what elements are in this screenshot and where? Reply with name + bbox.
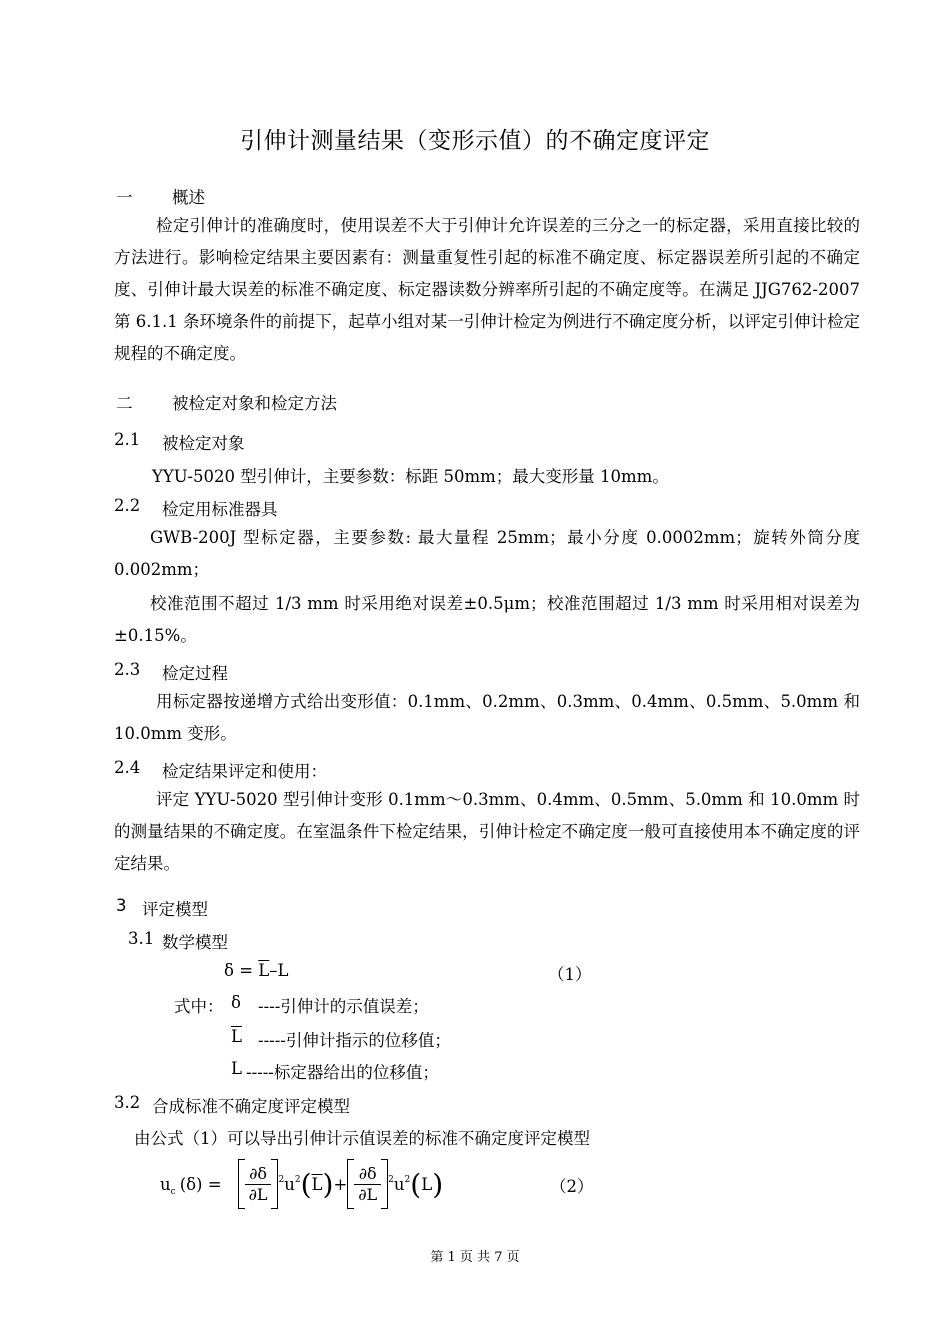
- symbol-L: L: [231, 1059, 242, 1078]
- definition-delta: ----引伸计的示值误差；: [258, 997, 429, 1016]
- section-2-4-heading: 检定结果评定和使用：: [162, 762, 327, 781]
- definition-L: -----标定器给出的位移值；: [246, 1063, 439, 1082]
- eq1-minus: –: [269, 961, 278, 980]
- eq2-u: u: [160, 1174, 171, 1194]
- section-3-number: 3: [116, 896, 127, 915]
- section-3-2-paragraph: 由公式（1）可以导出引伸计示值误差的标准不确定度评定模型: [134, 1129, 590, 1148]
- eq2-plus: +: [333, 1174, 348, 1194]
- section-2-2-paragraph-1: GWB-200J 型标定器，主要参数: 最大量程 25mm；最小分度 0.0002mm；旋转外筒分度 0.002mm；: [114, 528, 860, 579]
- section-3-2-number: 3.2: [114, 1093, 141, 1112]
- eq2-right-bracket-2: [381, 1159, 388, 1209]
- section-2-3-heading: 检定过程: [162, 664, 228, 683]
- eq2-arg: (δ) =: [179, 1174, 222, 1194]
- eq2-sub-c: c: [170, 1187, 176, 1197]
- equation-2: u $_c$ (δ) = $\frac{\partial\delta}{\partial L}$ $^2$ u $^2$ ( $\overline{L}$ ) + $\frac{\partial\delta}{\partial L}$ $^2$ u $^2$ ( L ): [160, 1157, 443, 1211]
- eq2-numerator-1: ∂δ: [245, 1164, 272, 1185]
- section-1-number: 一: [116, 188, 133, 207]
- eq2-u-power-2: 2: [404, 1175, 411, 1185]
- eq2-right-bracket-1: [271, 1159, 278, 1209]
- eq1-delta: δ: [224, 961, 234, 980]
- section-2-3-number: 2.3: [114, 660, 141, 679]
- section-2-2-heading: 检定用标准器具: [162, 500, 278, 519]
- section-3-heading: 评定模型: [142, 900, 208, 919]
- section-2-4-number: 2.4: [114, 758, 141, 777]
- eq2-u-power-1: 2: [294, 1175, 301, 1185]
- section-2-2-paragraph-2: 校准范围不超过 1/3 mm 时采用绝对误差±0.5μm；校准范围超过 1/3 mm 时采用相对误差为±0.15%。: [114, 594, 860, 645]
- eq2-L: L: [421, 1174, 433, 1194]
- symbol-L-bar: $\overline{L}$: [231, 1027, 242, 1046]
- eq2-u2-2: u: [393, 1174, 405, 1194]
- where-label: 式中：: [174, 997, 224, 1016]
- section-2-1-number: 2.1: [114, 430, 141, 449]
- section-2-number: 二: [116, 394, 133, 413]
- section-2-3-paragraph: 用标定器按递增方式给出变形值：0.1mm、0.2mm、0.3mm、0.4mm、0.5mm、5.0mm 和 10.0mm 变形。: [114, 692, 860, 743]
- eq2-L-bar: $\overline{L}$: [311, 1174, 323, 1194]
- section-3-1-heading: 数学模型: [162, 933, 228, 952]
- page-title: 引伸计测量结果（变形示值）的不确定度评定: [240, 128, 710, 154]
- eq1-L: L: [277, 961, 289, 980]
- eq2-u2-1: u: [284, 1174, 295, 1194]
- section-2-1-heading: 被检定对象: [162, 434, 245, 453]
- section-2-2-number: 2.2: [114, 496, 141, 515]
- section-1-heading: 概述: [172, 188, 205, 207]
- section-3-2-heading: 合成标准不确定度评定模型: [152, 1097, 350, 1116]
- page-footer: 第 1 页 共 7 页: [430, 1250, 520, 1265]
- definition-L-bar: -----引伸计指示的位移值；: [258, 1031, 451, 1050]
- eq2-fraction-2: [354, 1164, 381, 1205]
- section-2-4-paragraph: 评定 YYU-5020 型引伸计变形 0.1mm～0.3mm、0.4mm、0.5mm、5.0mm 和 10.0mm 时的测量结果的不确定度。在室温条件下检定结果，引伸计检定不确定度一般可直接使用本不确定度的评定结果。: [114, 790, 860, 873]
- section-3-1-number: 3.1: [128, 929, 155, 948]
- eq2-power-1: 2: [278, 1175, 285, 1185]
- eq2-left-bracket-2: [347, 1159, 354, 1209]
- eq2-power-2: 2: [388, 1175, 394, 1185]
- eq1-equals: =: [239, 961, 254, 980]
- section-2-1-paragraph: YYU-5020 型引伸计，主要参数：标距 50mm；最大变形量 10mm。: [152, 467, 669, 486]
- equation-1: [224, 961, 288, 980]
- eq2-denominator-2: ∂L: [358, 1184, 378, 1204]
- eq2-denominator-1: ∂L: [248, 1184, 268, 1204]
- equation-2-number: （2）: [550, 1177, 594, 1196]
- symbol-delta: δ: [231, 993, 241, 1012]
- section-1-paragraph: 检定引伸计的准确度时，使用误差不大于引伸计允许误差的三分之一的标定器，采用直接比较的方法进行。影响检定结果主要因素有：测量重复性引起的标准不确定度、标定器误差所引起的不确定度、引伸计最大误差的标准不确定度、标定器读数分辨率所引起的不确定度等。在满足 JJG762-2007 第 6.1.1 条环境条件的前提下，起草小组对某一引伸计检定为例进行不确定度分析，以评定引伸计检定规程的不确定度。: [114, 216, 860, 363]
- eq2-left-bracket-1: [238, 1159, 245, 1209]
- equation-1-number: （1）: [548, 965, 592, 984]
- section-2-heading: 被检定对象和检定方法: [172, 394, 337, 413]
- eq2-numerator-2: ∂δ: [354, 1164, 381, 1185]
- eq1-L-bar: $\overline{L}$: [258, 961, 270, 980]
- eq2-fraction-1: [245, 1164, 272, 1205]
